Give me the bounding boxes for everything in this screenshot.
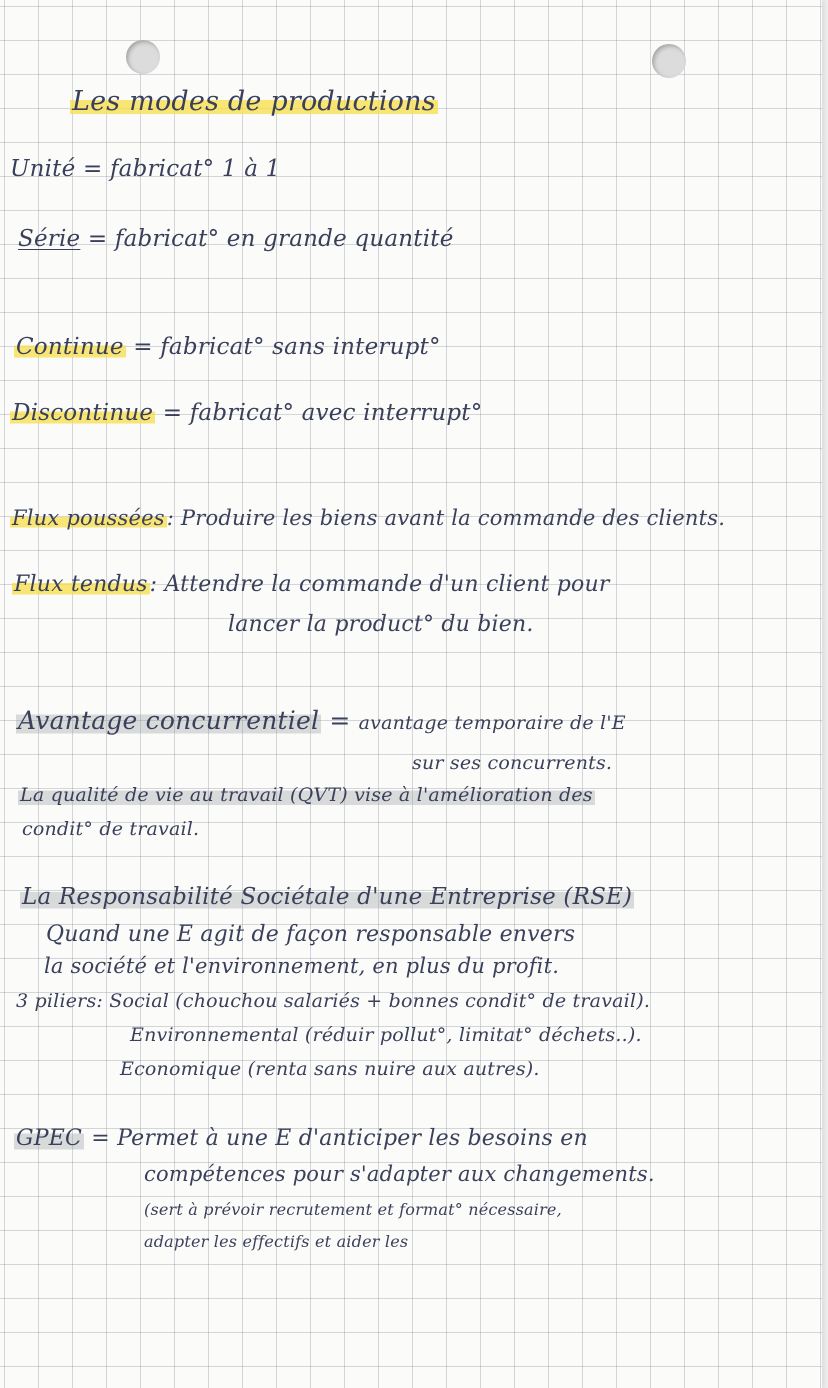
def-avantage: Avantage concurrentiel = avantage temporaire de l'E bbox=[18, 706, 626, 735]
def-serie: Série = fabricat° en grande quantité bbox=[18, 226, 454, 252]
def-flux-tendus-cont: lancer la product° du bien. bbox=[228, 612, 534, 637]
rse-line2: la société et l'environnement, en plus du profit. bbox=[44, 954, 560, 978]
def-unite: Unité = fabricat° 1 à 1 bbox=[10, 156, 281, 182]
def-gpec-line2: compétences pour s'adapter aux changements. bbox=[144, 1162, 655, 1186]
rse-environnemental: Environnemental (réduir pollut°, limitat° déchets..). bbox=[130, 1024, 642, 1046]
rse-piliers: 3 piliers: Social (chouchou salariés + bonnes condit° de travail). bbox=[16, 990, 651, 1012]
def-continue: Continue = fabricat° sans interupt° bbox=[16, 334, 441, 360]
def-flux-tendus: Flux tendus: Attendre la commande d'un client pour bbox=[14, 572, 610, 597]
def-gpec-line4: adapter les effectifs et aider les bbox=[144, 1232, 409, 1251]
def-discontinue: Discontinue = fabricat° avec interrupt° bbox=[12, 400, 483, 426]
rse-line1: Quand une E agit de façon responsable envers bbox=[46, 922, 576, 947]
def-flux-pousses: Flux poussées: Produire les biens avant la commande des clients. bbox=[12, 506, 726, 530]
rse-heading: La Responsabilité Sociétale d'une Entreprise (RSE) bbox=[22, 884, 633, 910]
def-gpec: GPEC = Permet à une E d'anticiper les besoins en bbox=[16, 1126, 588, 1151]
rse-economique: Economique (renta sans nuire aux autres). bbox=[120, 1058, 540, 1080]
punch-hole-left bbox=[126, 40, 160, 74]
page-title: Les modes de productions bbox=[72, 86, 436, 117]
def-qvt: La qualité de vie au travail (QVT) vise à l'amélioration des bbox=[20, 784, 593, 806]
def-avantage-cont: sur ses concurrents. bbox=[412, 752, 613, 774]
def-gpec-line3: (sert à prévoir recrutement et format° nécessaire, bbox=[144, 1200, 562, 1219]
def-qvt-cont: condit° de travail. bbox=[22, 818, 200, 840]
punch-hole-right bbox=[652, 44, 686, 78]
